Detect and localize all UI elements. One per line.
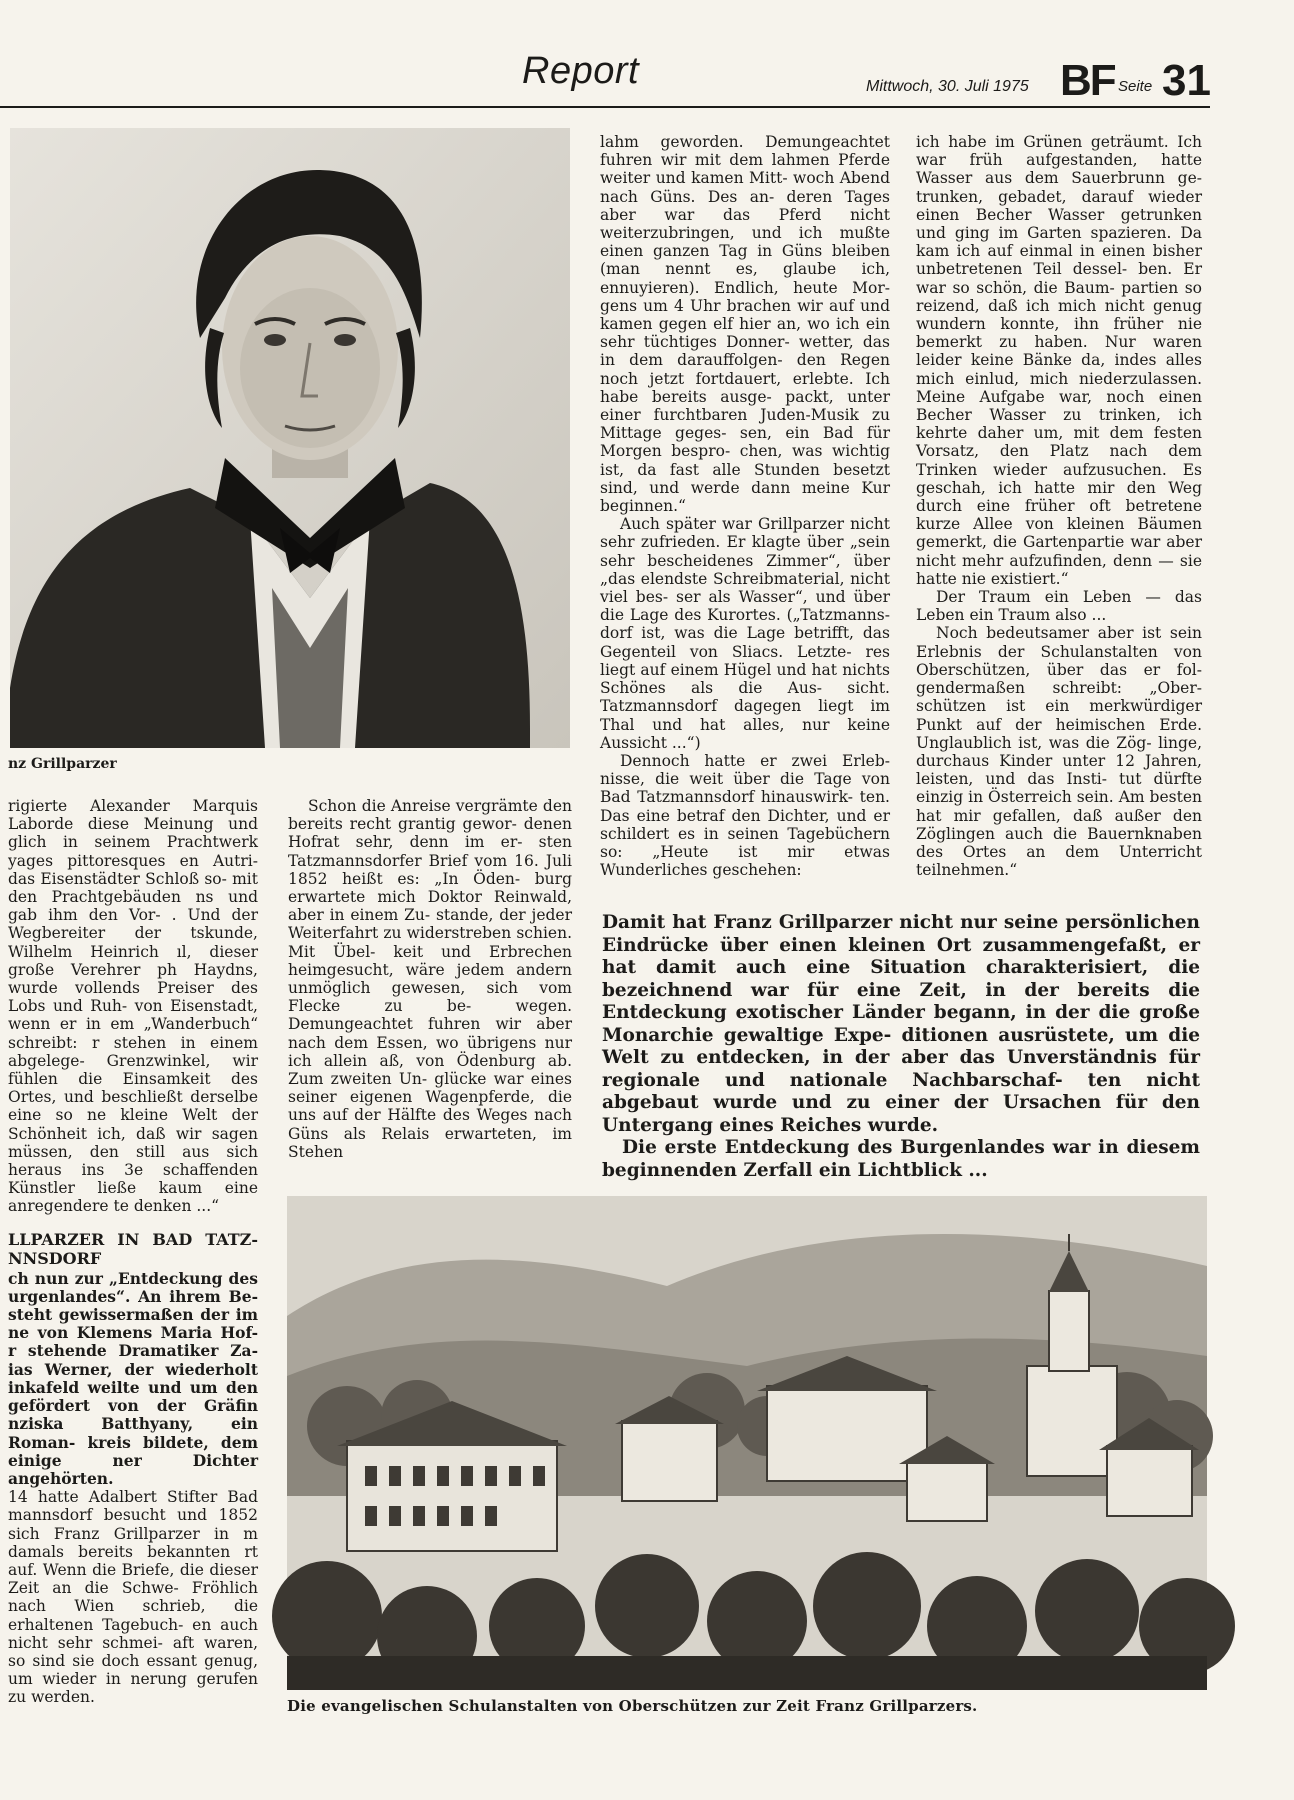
publication-logo: BF <box>1060 56 1115 105</box>
column-2 <box>288 797 572 1167</box>
header-rule <box>0 106 1210 108</box>
page-label: Seite <box>1118 78 1153 95</box>
portrait-illustration <box>10 128 570 748</box>
col4-paragraph-2: Der Traum ein Leben — das Leben ein Traum also ... <box>916 588 1202 625</box>
col3-paragraph-3: Dennoch hatte er zwei Erleb- nisse, die weit über die Tage von Bad Tatzmannsdorf hinauswirk- ten. Das eine betraf den Dichter, und er schildert es in seinen Tagebüchern so: „Heute ist mir etwas Wunderliches geschehen: <box>600 751 890 880</box>
lead-paragraph-2: Die erste Entdeckung des Burgenlandes war in diesem beginnenden Zerfall ein Lichtblick ... <box>602 1137 1200 1181</box>
column-4 <box>916 133 1202 895</box>
col4-paragraph-1: ich habe im Grünen geträumt. Ich war früh aufgestanden, hatte Wasser aus dem Sauerbrunn ge- trunken, gebadet, darauf wieder einen Becher Wasser getrunken und ging im Garten spazieren. Da kam ich auf einmal in einen bisher unbetretenen Teil dessel- ben. Er war so schön, die Baum- partien so reizend, daß ich mich nicht genug wundern konnte, ihn früher nie bemerkt zu haben. Nur waren leider keine Bänke da, indes alles mich einlud, mich niederzulassen. Meine Aufgabe war, noch einen Becher Wasser zu trinken, ich kehrte daher um, mit dem festen Vorsatz, den Platz nach dem Trinken wieder aufzusuchen. Es geschah, ich hatte mir den Weg durch eine früher oft betretene kurze Allee von kleinen Bäumen gemerkt, die Gartenpartie war aber nicht mehr aufzufinden, denn — sie hatte nie existiert.“ <box>916 133 1202 588</box>
col3-paragraph-1: lahm geworden. Demungeachtet fuhren wir mit dem lahmen Pferde weiter und kamen Mitt- woch Abend nach Güns. Des an- deren Tages aber war das Pferd nicht weiterzubringen, und ich mußte einen ganzen Tag in Güns bleiben (man nennt es, glaube ich, ennuyieren). Endlich, heute Mor- gens um 4 Uhr brachen wir auf und kamen gegen elf hier an, wo ich ein sehr tüchtiges Donner- wetter, das in dem darauffolgen- den Regen noch jetzt fortdauert, erlebte. Ich habe bereits ausge- packt, unter einer furchtbaren Juden-Musik zu Mittage geges- sen, ein Bad für Morgen bespro- chen, was wichtig ist, da fast alle Stunden besetzt sind, und werde dann meine Kur beginnen.“ <box>600 133 890 516</box>
lead-text <box>602 912 1200 1182</box>
engraving-image <box>287 1196 1207 1690</box>
column-1 <box>8 797 258 1707</box>
col1-paragraph-3: 14 hatte Adalbert Stifter Bad mannsdorf besucht und 1852 sich Franz Grillparzer in m damals bereits bekannten rt auf. Wenn die Briefe, die dieser Zeit an die Schwe- Fröhlich nach Wien schrieb, die erhaltenen Tagebuch- en auch nicht sehr schmei- aft waren, so sind sie doch essant genug, um wieder in nerung gerufen zu werden. <box>8 1488 258 1707</box>
portrait-caption: nz Grillparzer <box>8 756 117 772</box>
col1-paragraph-1: rigierte Alexander Marquis Laborde diese Meinung und glich in seinem Prachtwerk yages pittoresques en Autri- das Eisenstädter Schloß so- mit den Prachtgebäuden ns und gab ihm den Vor- . Und der Wegbereiter der tskunde, Wilhelm Heinrich ıl, dieser große Verehrer ph Haydns, wurde vollends Preiser des Lobs und Ruh- von Eisenstadt, wenn er in em „Wanderbuch“ schreibt: r stehen in einem abgelege- Grenzwinkel, wir fühlen die Einsamkeit des Ortes, und beschließt derselbe eine so ne kleine Welt der Schönheit ich, daß wir sagen müssen, den still aus sich heraus ins 3e schaffenden Künstler ließe kaum eine anregendere te denken ...“ <box>8 797 258 1216</box>
page-number: 31 <box>1162 56 1211 105</box>
issue-date: Mittwoch, 30. Juli 1975 <box>866 78 1029 95</box>
col2-paragraph-1: Schon die Anreise vergrämte den bereits recht grantig gewor- denen Hofrat sehr, denn im er- sten Tatzmannsdorfer Brief vom 16. Juli 1852 heißt es: „In Öden- burg erwartete mich Doktor Reinwald, aber in einem Zu- stande, der jeder Weiterfahrt zu widerstreben schien. Mit Übel- keit und Erbrechen heimgesucht, wäre jedem andern unmöglich gewesen, sich vom Flecke zu be- wegen. Demungeachtet fuhren wir aber nach dem Essen, wo übrigens nur ich allein aß, von Ödenburg ab. Zum zweiten Un- glücke war eines seiner eigenen Wagenpferde, die uns auf der Hälfte des Weges nach Güns als Relais erwarteten, im Stehen <box>288 797 572 1161</box>
engraving-illustration <box>287 1196 1207 1690</box>
engraving-caption: Die evangelischen Schulanstalten von Oberschützen zur Zeit Franz Grillparzers. <box>287 1697 978 1715</box>
column-3 <box>600 133 890 895</box>
col3-paragraph-2: Auch später war Grillparzer nicht sehr zufrieden. Er klagte über „sein sehr bescheidenes Zimmer“, über „das elendste Schreibmaterial, nicht viel bes- ser als Wasser“, und über die Lage des Kurortes. („Tatzmanns- dorf ist, was die Lage betrifft, das Gegenteil von Sliacs. Letzte- res liegt auf einem Hügel und hat nichts Schönes als die Aus- sicht. Tatzmannsdorf dagegen liegt im Thal und hat alles, nur keine Aussicht ...“) <box>600 515 890 752</box>
section-title: Report <box>522 50 640 92</box>
col1-paragraph-2: ch nun zur „Entdeckung des urgenlandes“. An ihrem Be- steht gewissermaßen der im ne von Klemens Maria Hof- r stehende Dramatiker Za- ias Werner, der wiederholt inkafeld weilte und um den gefördert von der Gräfin nziska Batthyany, ein Roman- kreis bildete, dem einige ner Dichter angehörten. <box>8 1268 258 1488</box>
col4-paragraph-3: Noch bedeutsamer aber ist sein Erlebnis der Schulanstalten von Oberschützen, über das er fol- gendermaßen schreibt: „Ober- schützen ist ein merkwürdiger Punkt auf der heimischen Erde. Unglaublich ist, was die Zög- linge, durchaus Kinder unter 12 Jahren, leisten, und das Insti- tut dürfte einzig in Österreich sein. Am besten hat mir gefallen, daß außer den Zöglingen auch die Bauernknaben des Ortes an dem Unterricht teilnehmen.“ <box>916 624 1202 880</box>
lead-paragraph-1: Damit hat Franz Grillparzer nicht nur seine persönlichen Eindrücke über einen kleinen Ort zusammengefaßt, er hat damit auch eine Situation charakterisiert, die bezeichnend war für eine Zeit, in der bereits die Entdeckung exotischer Länder begann, in der die große Monarchie gewaltige Expe- ditionen ausrüstete, um die Welt zu entdecken, in der aber das Unverständnis für regionale und nationale Nachbarschaf- ten nicht abgebaut wurde und zu einer der Ursachen für den Untergang eines Reiches wurde. <box>602 912 1200 1136</box>
col1-subheading: LLPARZER IN BAD TATZ- NNSDORF <box>8 1229 258 1268</box>
portrait-photo <box>10 128 570 748</box>
